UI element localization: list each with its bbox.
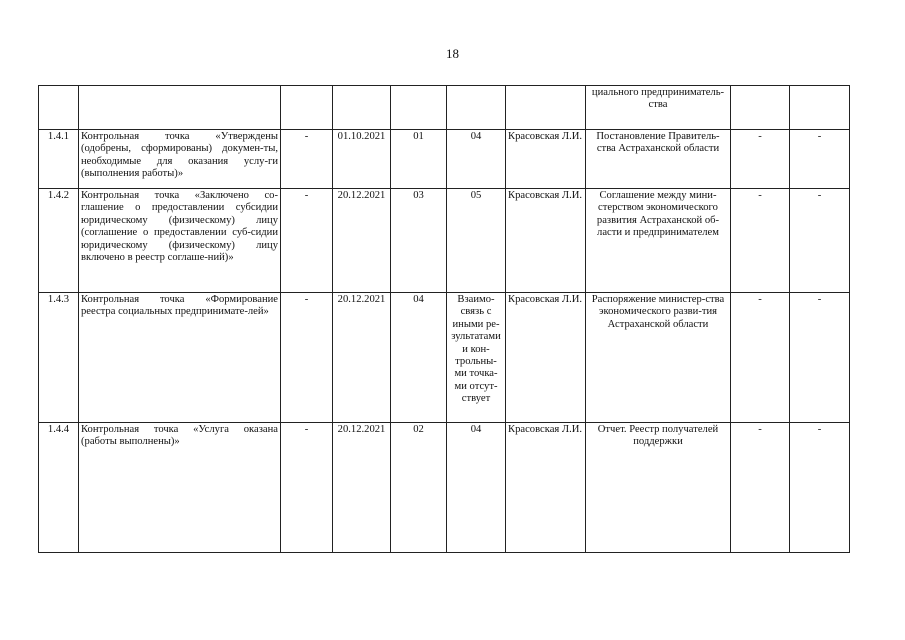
cell-responsible: Красовская Л.И.	[506, 423, 586, 553]
cell-document: Распоряжение министер-ства экономического разви-тия Астраханской области	[586, 293, 731, 423]
table-row	[39, 130, 850, 189]
cell-number: 1.4.1	[39, 130, 79, 189]
cell-empty	[79, 86, 281, 130]
cell-code-b: 05	[447, 189, 506, 293]
cell-dash: -	[281, 130, 333, 189]
cell-dash: -	[731, 130, 790, 189]
table-row	[39, 423, 850, 553]
cell-dash: -	[790, 189, 850, 293]
cell-code-b: 04	[447, 423, 506, 553]
cell-code-a: 04	[391, 293, 447, 423]
cell-responsible: Красовская Л.И.	[506, 130, 586, 189]
cell-control-point: Контрольная точка «Заключено со-глашение о предоставлении субсидии юридическому (физическому) лицу (соглашение о предоставлении суб-сидии юридическому (физическому) лицу включено в реестр соглаше-ний)»	[79, 189, 281, 293]
cell-number: 1.4.3	[39, 293, 79, 423]
cell-dash: -	[790, 130, 850, 189]
cell-date: 01.10.2021	[333, 130, 391, 189]
cell-dash: -	[731, 423, 790, 553]
cell-code-a: 02	[391, 423, 447, 553]
table-row	[39, 189, 850, 293]
cell-empty	[790, 86, 850, 130]
cell-empty	[447, 86, 506, 130]
cell-code-a: 03	[391, 189, 447, 293]
page-number: 18	[446, 46, 459, 61]
cell-dash: -	[731, 293, 790, 423]
cell-document: Соглашение между мини-стерством экономического развития Астраханской об-ласти и предпринимателем	[586, 189, 731, 293]
cell-dash: -	[790, 423, 850, 553]
cell-responsible: Красовская Л.И.	[506, 293, 586, 423]
cell-number: 1.4.4	[39, 423, 79, 553]
continuation-row	[39, 86, 850, 130]
cell-date: 20.12.2021	[333, 189, 391, 293]
cell-empty	[506, 86, 586, 130]
cell-document: Отчет. Реестр получателей поддержки	[586, 423, 731, 553]
cell-code-b: Взаимо-связь с иными ре-зультатами и кон-трольны-ми точка-ми отсут-ствует	[447, 293, 506, 423]
cell-responsible: Красовская Л.И.	[506, 189, 586, 293]
cell-dash: -	[281, 189, 333, 293]
cell-dash: -	[281, 293, 333, 423]
cell-date: 20.12.2021	[333, 293, 391, 423]
cell-number: 1.4.2	[39, 189, 79, 293]
cell-empty	[333, 86, 391, 130]
cell-empty	[391, 86, 447, 130]
cell-control-point: Контрольная точка «Утверждены (одобрены, сформированы) докумен-ты, необходимые для оказания услу-ги (выполнения работы)»	[79, 130, 281, 189]
cell-empty	[281, 86, 333, 130]
cell-empty	[39, 86, 79, 130]
cell-document: циального предприниматель- ства	[586, 86, 731, 130]
cell-code-a: 01	[391, 130, 447, 189]
table-row	[39, 293, 850, 423]
cell-document: Постановление Правитель-ства Астраханской области	[586, 130, 731, 189]
cell-dash: -	[790, 293, 850, 423]
cell-date: 20.12.2021	[333, 423, 391, 553]
cell-empty	[731, 86, 790, 130]
cell-control-point: Контрольная точка «Формирование реестра социальных предпринимате-лей»	[79, 293, 281, 423]
cell-control-point: Контрольная точка «Услуга оказана (работы выполнены)»	[79, 423, 281, 553]
cell-dash: -	[731, 189, 790, 293]
cell-dash: -	[281, 423, 333, 553]
cell-code-b: 04	[447, 130, 506, 189]
control-points-table	[38, 85, 850, 553]
